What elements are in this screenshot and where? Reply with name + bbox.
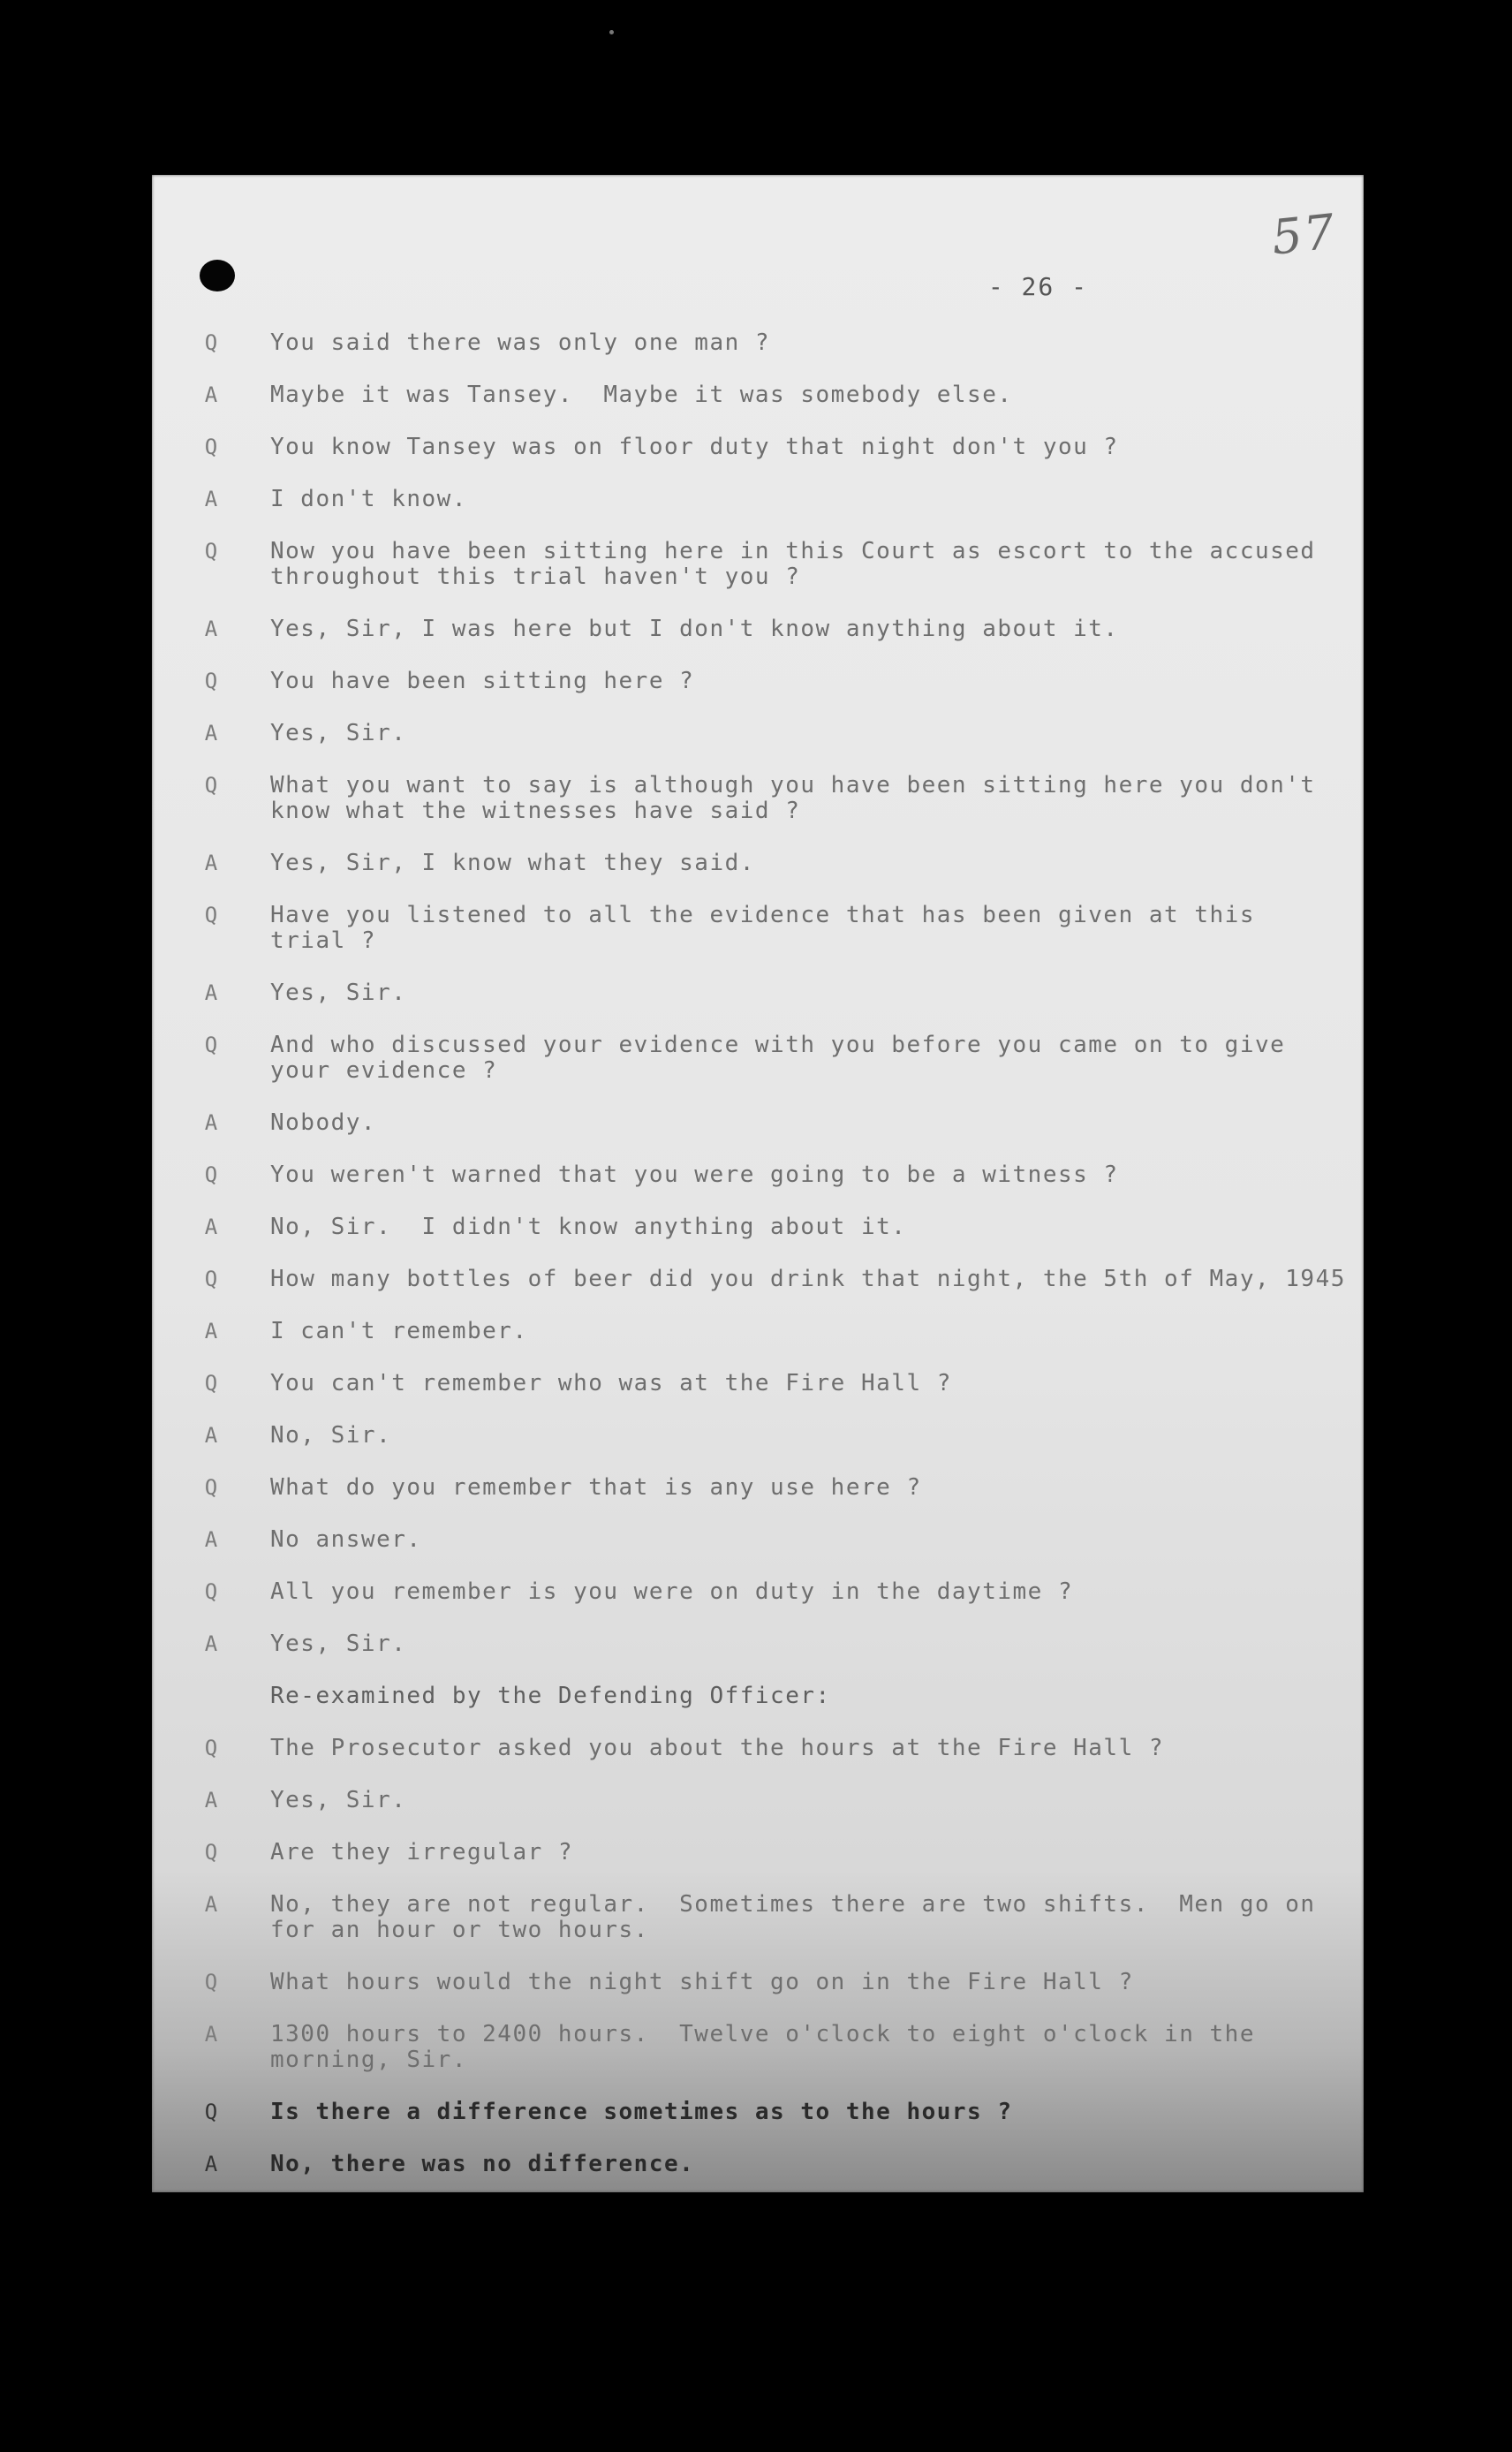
entry-text: No, they are not regular. Sometimes there are two shifts. Men go on for an hour or two hours. (270, 1891, 1316, 1943)
transcript-entry (152, 2100, 1364, 2125)
transcript-entry (152, 1110, 1364, 1136)
transcript-entry (152, 1371, 1364, 1396)
transcript-entry (152, 2152, 1364, 2177)
transcript-entry (152, 903, 1364, 954)
entry-text: You know Tansey was on floor duty that night don't you ? (270, 434, 1119, 460)
entry-text: Maybe it was Tansey. Maybe it was somebody else. (270, 382, 1013, 408)
speaker-label: Q (204, 903, 218, 927)
page-number: - 26 - (987, 272, 1088, 301)
speaker-label: A (204, 851, 218, 875)
transcript-entry (152, 773, 1364, 824)
entry-text: You can't remember who was at the Fire Hall ? (270, 1370, 952, 1396)
transcript-entry (152, 435, 1364, 460)
transcript-entry (152, 1631, 1364, 1657)
speaker-label: A (204, 1527, 218, 1552)
entry-text: What hours would the night shift go on in the Fire Hall ? (270, 1969, 1134, 1995)
entry-text: No, Sir. I didn't know anything about it. (270, 1214, 907, 1240)
transcript-entry (152, 1788, 1364, 1813)
transcript-entry (152, 1475, 1364, 1501)
entry-text: No, Sir. (270, 1422, 392, 1449)
speaker-label: Q (204, 1267, 218, 1291)
entry-text: I don't know. (270, 486, 467, 512)
speaker-label: Q (204, 1162, 218, 1187)
transcript-entry (152, 1527, 1364, 1553)
entry-text: Yes, Sir. (270, 980, 407, 1006)
speaker-label: A (204, 1892, 218, 1917)
speaker-label: Q (204, 435, 218, 459)
speaker-label: A (204, 2152, 218, 2176)
entry-text: Now you have been sitting here in this Court as escort to the accused throughout this trial haven't you ? (270, 538, 1316, 590)
transcript-entry (152, 669, 1364, 694)
speaker-label: A (204, 1423, 218, 1448)
speaker-label: A (204, 2022, 218, 2047)
speaker-label: A (204, 1215, 218, 1239)
transcript-entry (152, 721, 1364, 746)
speaker-label: A (204, 721, 218, 745)
speaker-label: Q (204, 1033, 218, 1057)
document-page (152, 175, 1364, 2192)
transcript-body (152, 330, 1364, 2192)
transcript-entry (152, 1423, 1364, 1449)
speaker-label: Q (204, 1475, 218, 1500)
entry-text: Have you listened to all the evidence that has been given at this trial ? (270, 902, 1255, 954)
entry-text: You weren't warned that you were going to be a witness ? (270, 1162, 1119, 1188)
transcript-entry (152, 1033, 1364, 1084)
transcript-entry (152, 1579, 1364, 1605)
speaker-label: A (204, 617, 218, 641)
transcript-entry (152, 487, 1364, 512)
transcript-entry (152, 980, 1364, 1006)
speaker-label: Q (204, 539, 218, 564)
entry-text: Yes, Sir. (270, 1787, 407, 1813)
transcript-entry (152, 539, 1364, 590)
speaker-label: A (204, 1319, 218, 1343)
speaker-label: Q (204, 669, 218, 693)
speaker-label: A (204, 1631, 218, 1656)
transcript-entry (152, 1840, 1364, 1865)
entry-text: Yes, Sir, I was here but I don't know anything about it. (270, 616, 1119, 642)
speaker-label: A (204, 980, 218, 1005)
transcript-entry (152, 382, 1364, 408)
speaker-label: Q (204, 2100, 218, 2124)
entry-text: Are they irregular ? (270, 1839, 574, 1865)
transcript-entry (152, 1215, 1364, 1240)
speaker-label: A (204, 1788, 218, 1813)
transcript-entry (152, 1736, 1364, 1761)
transcript-entry (152, 1892, 1364, 1943)
speaker-label: A (204, 382, 218, 407)
transcript-entry (152, 1162, 1364, 1188)
section-heading (152, 1684, 1364, 1709)
entry-text: You said there was only one man ? (270, 329, 771, 356)
speaker-label: Q (204, 1970, 218, 1994)
entry-text: 1300 hours to 2400 hours. Twelve o'clock to eight o'clock in the morning, Sir. (270, 2021, 1255, 2073)
speaker-label: A (204, 487, 218, 511)
entry-text: Yes, Sir. (270, 1631, 407, 1657)
transcript-entry (152, 2022, 1364, 2073)
transcript-entry (152, 1267, 1364, 1292)
entry-text: No, there was no difference. (270, 2151, 695, 2177)
speaker-label: A (204, 1110, 218, 1135)
entry-text: Yes, Sir. (270, 720, 407, 746)
transcript-entry (152, 330, 1364, 356)
entry-text: No answer. (270, 1526, 422, 1553)
speaker-label: Q (204, 1579, 218, 1604)
entry-text: You have been sitting here ? (270, 668, 695, 694)
speaker-label: Q (204, 1840, 218, 1865)
entry-text: And who discussed your evidence with you before you came on to give your evidence ? (270, 1032, 1286, 1084)
transcript-entry (152, 851, 1364, 876)
scan-speck (609, 30, 614, 34)
transcript-entry (152, 617, 1364, 642)
speaker-label: Q (204, 1736, 218, 1760)
entry-text: I can't remember. (270, 1318, 528, 1344)
speaker-label: Q (204, 330, 218, 355)
entry-text: The Prosecutor asked you about the hours at the Fire Hall ? (270, 1735, 1165, 1761)
entry-text: Nobody. (270, 1109, 377, 1136)
speaker-label: Q (204, 773, 218, 798)
speaker-label: Q (204, 1371, 218, 1396)
entry-text: What do you remember that is any use here ? (270, 1474, 922, 1501)
entry-text: What you want to say is although you have been sitting here you don't know what the witnesses have said ? (270, 772, 1316, 824)
entry-text: All you remember is you were on duty in the daytime ? (270, 1578, 1074, 1605)
transcript-entry (152, 1970, 1364, 1995)
transcript-entry (152, 1319, 1364, 1344)
folio-number: 57 (1268, 203, 1339, 266)
entry-text: Is there a difference sometimes as to the hours ? (270, 2099, 1013, 2125)
entry-text: How many bottles of beer did you drink that night, the 5th of May, 1945 (270, 1266, 1346, 1292)
heading-text: Re-examined by the Defending Officer: (270, 1683, 831, 1709)
entry-text: Yes, Sir, I know what they said. (270, 850, 755, 876)
